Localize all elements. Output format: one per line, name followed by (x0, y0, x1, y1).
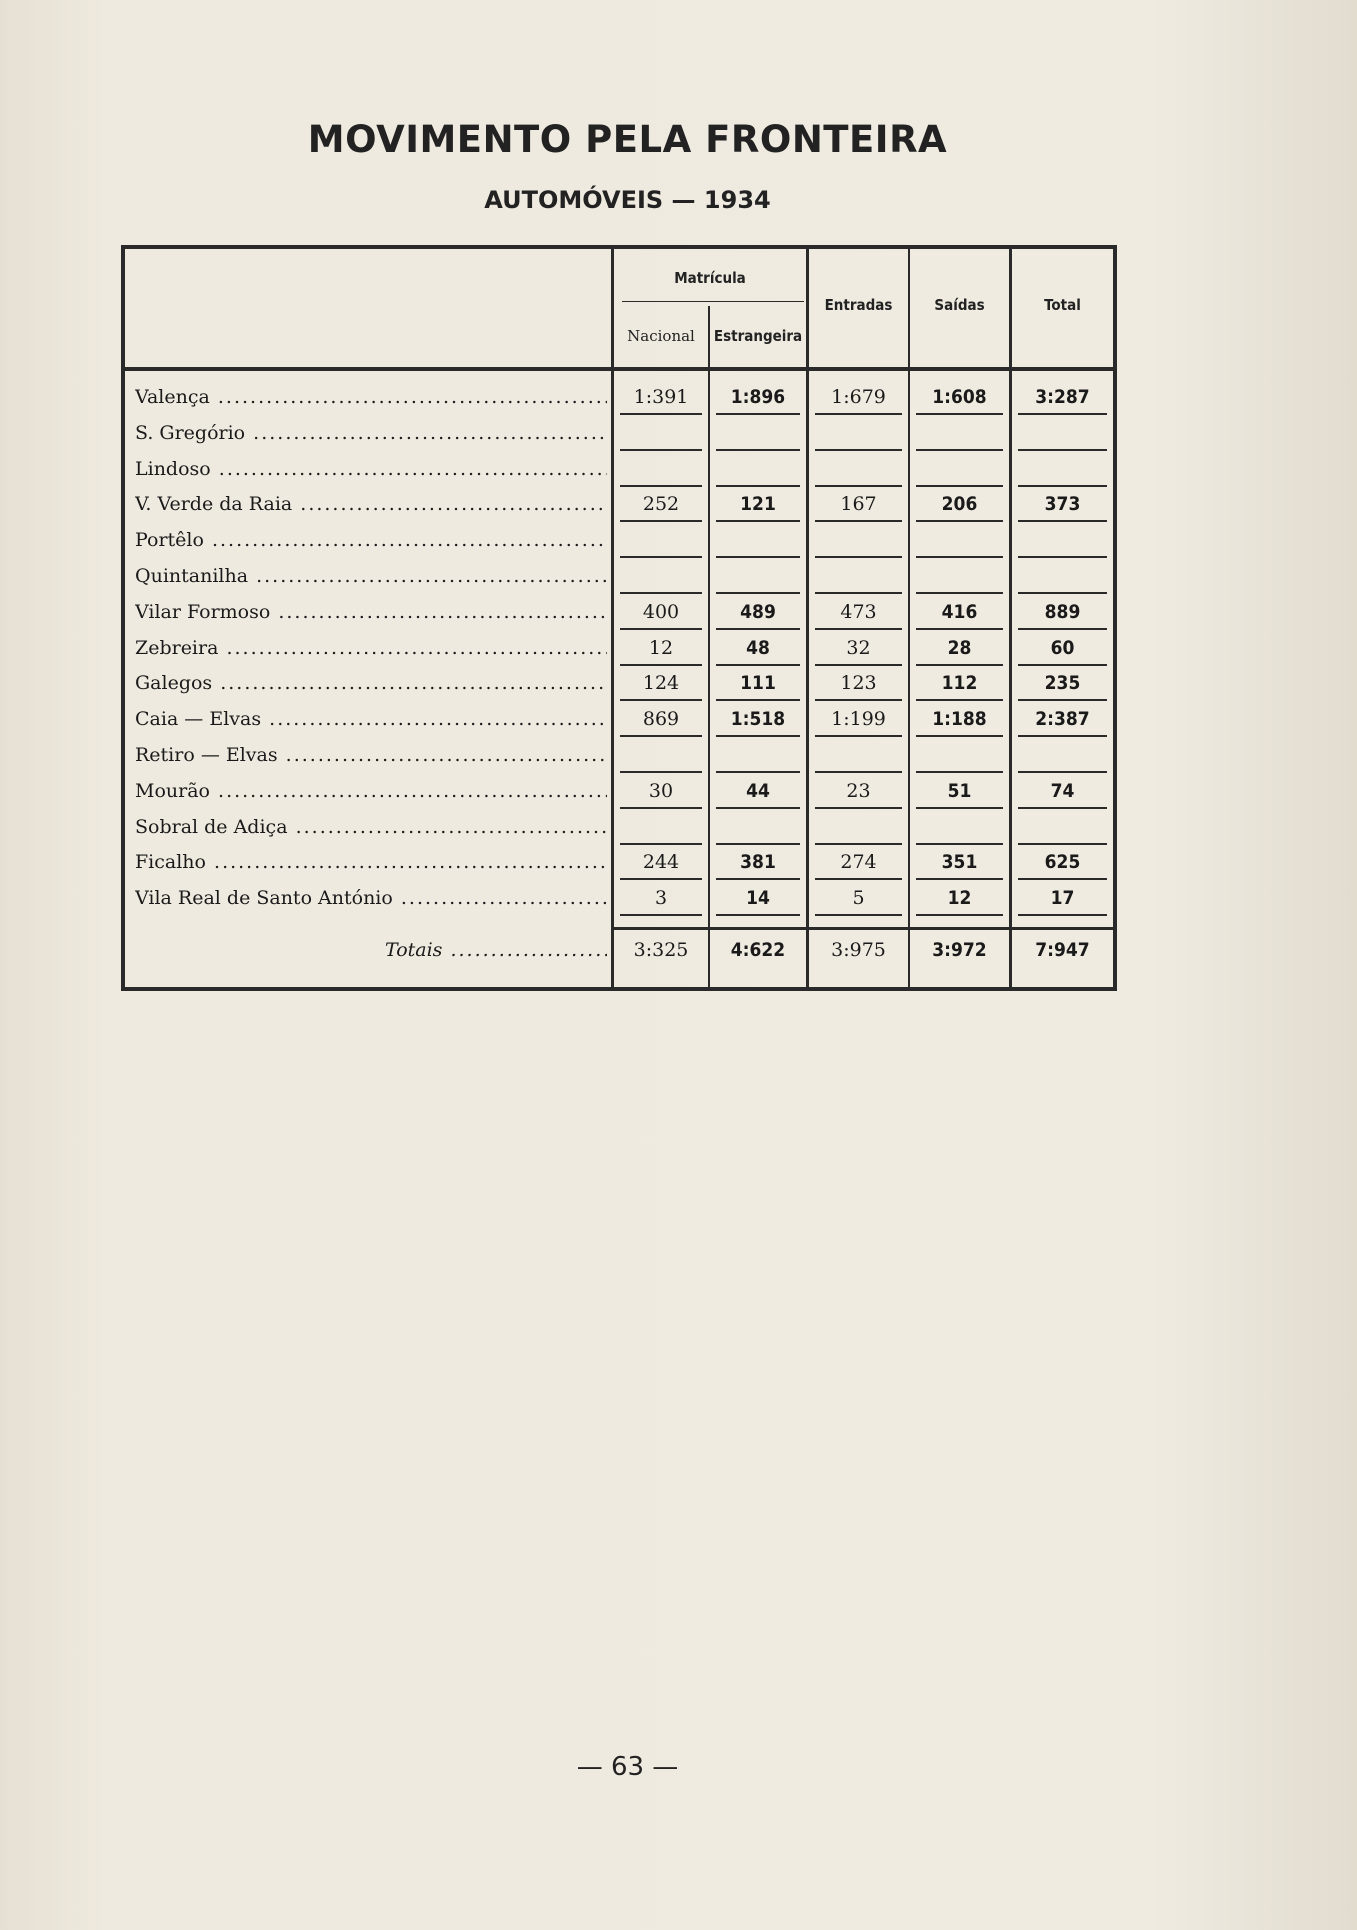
cell-entradas (809, 522, 908, 558)
header-nacional: Nacional (627, 327, 695, 345)
cell-nacional: 252 (642, 493, 680, 516)
cell-nacional (614, 522, 708, 558)
cell-estrangeira (710, 809, 806, 845)
cell-saidas: 1:188 (932, 708, 987, 731)
cell-total (1012, 451, 1113, 487)
cell-total: 74 (1050, 779, 1075, 802)
cell-rule (815, 914, 902, 916)
row-name: Vila Real de Santo António ..... (135, 880, 607, 916)
cell-nacional: 124 (642, 672, 680, 695)
cell-saidas: 112 (941, 672, 978, 695)
cell-entradas (809, 558, 908, 594)
cell-nacional (614, 809, 708, 845)
cell-estrangeira (710, 415, 806, 451)
table-row (125, 701, 1113, 737)
cell-entradas: 167 (840, 493, 877, 516)
cell-entradas: 473 (840, 600, 877, 623)
cell-total: 3:287 (1035, 386, 1090, 408)
row-name: Zebreira ..... (135, 630, 607, 666)
cell-rule (620, 914, 702, 916)
cell-saidas (910, 415, 1009, 451)
cell-estrangeira: 489 (740, 600, 776, 623)
header-estrangeira: Estrangeira (713, 327, 803, 345)
cell-rule (916, 914, 1003, 916)
totals-entradas: 3:975 (831, 939, 886, 961)
cell-entradas: 274 (840, 851, 877, 874)
cell-entradas (809, 737, 908, 773)
cell-total (1012, 737, 1113, 773)
cell-saidas: 416 (941, 600, 978, 623)
cell-nacional (614, 451, 708, 487)
table-row (125, 809, 1113, 845)
cell-estrangeira (710, 522, 806, 558)
cell-entradas: 123 (840, 672, 877, 695)
cell-estrangeira: 381 (740, 851, 776, 874)
cell-total (1012, 558, 1113, 594)
table-row (125, 737, 1113, 773)
cell-nacional: 400 (642, 600, 680, 623)
cell-total: 235 (1044, 672, 1081, 695)
cell-total: 60 (1050, 636, 1075, 659)
cell-saidas: 12 (947, 887, 972, 910)
totals-label: Totais ..... (135, 932, 607, 968)
cell-nacional: 12 (648, 636, 674, 659)
cell-saidas: 206 (941, 493, 978, 516)
row-name: Mourão ..... (135, 773, 607, 809)
totals-estrangeira: 4:622 (730, 939, 786, 961)
cell-saidas: 1:608 (932, 386, 987, 408)
cell-entradas: 1:679 (831, 386, 886, 408)
table-row (125, 594, 1113, 630)
cell-estrangeira: 121 (740, 493, 776, 516)
row-name: Ficalho ..... (135, 844, 607, 880)
cell-entradas: 1:199 (831, 708, 886, 731)
cell-entradas: 32 (846, 636, 871, 659)
cell-nacional: 244 (642, 851, 680, 874)
header-total: Total (1044, 296, 1081, 314)
cell-estrangeira: 44 (746, 779, 770, 802)
cell-nacional: 869 (642, 708, 680, 731)
cell-nacional (614, 737, 708, 773)
header-rule (622, 301, 804, 302)
cell-total (1012, 415, 1113, 451)
header-matricula: Matrícula (674, 269, 746, 287)
cell-saidas: 351 (941, 851, 978, 874)
cell-saidas (910, 737, 1009, 773)
table-row (125, 880, 1113, 916)
totals-saidas: 3:972 (932, 939, 987, 961)
table-row (125, 415, 1113, 451)
page-title: MOVIMENTO PELA FRONTEIRA (307, 118, 948, 161)
row-name: Sobral de Adiça ..... (135, 809, 607, 845)
cell-total: 889 (1044, 600, 1081, 623)
row-name: Galegos ..... (135, 665, 607, 701)
cell-saidas (910, 451, 1009, 487)
row-name: S. Gregório ..... (135, 415, 607, 451)
cell-total (1012, 809, 1113, 845)
cell-estrangeira: 48 (746, 636, 770, 659)
row-name: Valença ..... (135, 379, 607, 415)
cell-saidas: 51 (947, 779, 972, 802)
header-saidas: Saídas (934, 296, 985, 314)
cell-rule (1018, 914, 1107, 916)
table-row (125, 451, 1113, 487)
cell-total: 625 (1044, 851, 1081, 874)
cell-estrangeira (710, 737, 806, 773)
cell-nacional: 3 (654, 887, 668, 910)
cell-nacional (614, 558, 708, 594)
cell-entradas (809, 809, 908, 845)
row-name: Quintanilha ..... (135, 558, 607, 594)
cell-estrangeira: 1:896 (730, 386, 786, 408)
header-bottom-rule (125, 367, 1113, 371)
totals-rule (611, 927, 1113, 930)
cell-nacional: 1:391 (633, 386, 689, 408)
cell-estrangeira: 111 (740, 672, 776, 695)
totals-row (125, 932, 1113, 968)
row-name: Caia — Elvas ..... (135, 701, 607, 737)
cell-rule (716, 914, 800, 916)
cell-total (1012, 522, 1113, 558)
table-row (125, 844, 1113, 880)
cell-entradas: 23 (846, 779, 871, 802)
table-row (125, 665, 1113, 701)
row-name: Vilar Formoso ..... (135, 594, 607, 630)
cell-saidas (910, 809, 1009, 845)
cell-total: 373 (1044, 493, 1081, 516)
cell-estrangeira: 14 (746, 887, 770, 910)
cell-nacional: 30 (648, 779, 674, 802)
cell-estrangeira: 1:518 (730, 708, 786, 731)
page-number: — 63 — (576, 1752, 679, 1782)
cell-estrangeira (710, 558, 806, 594)
cell-estrangeira (710, 451, 806, 487)
table-row (125, 558, 1113, 594)
totals-nacional: 3:325 (633, 939, 689, 961)
row-name: Portêlo ..... (135, 522, 607, 558)
cell-saidas (910, 558, 1009, 594)
cell-nacional (614, 415, 708, 451)
table-row (125, 522, 1113, 558)
totals-total: 7:947 (1035, 939, 1090, 961)
table-row (125, 630, 1113, 666)
header-entradas: Entradas (824, 296, 893, 314)
cell-entradas (809, 415, 908, 451)
cell-total: 2:387 (1035, 708, 1090, 731)
row-name: Lindoso ..... (135, 451, 607, 487)
cell-entradas: 5 (852, 887, 865, 910)
table-row (125, 486, 1113, 522)
table-row (125, 773, 1113, 809)
table-row (125, 379, 1113, 415)
page-subtitle: AUTOMÓVEIS — 1934 (484, 186, 771, 214)
cell-total: 17 (1050, 887, 1075, 910)
cell-entradas (809, 451, 908, 487)
cell-saidas: 28 (947, 636, 972, 659)
row-name: V. Verde da Raia ..... (135, 486, 607, 522)
cell-saidas (910, 522, 1009, 558)
row-name: Retiro — Elvas ..... (135, 737, 607, 773)
traffic-table (121, 245, 1117, 991)
